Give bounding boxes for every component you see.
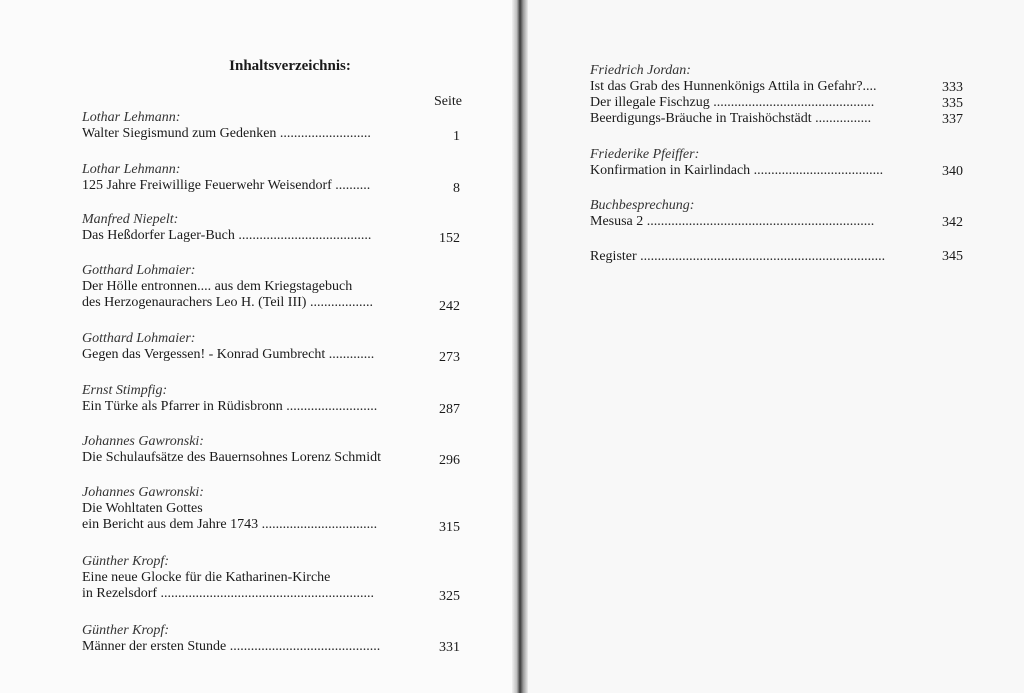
entry-author: Johannes Gawronski: xyxy=(82,434,204,449)
entry-page-number: 333 xyxy=(942,80,963,95)
entry-page-number: 273 xyxy=(439,350,460,365)
entry-title: ein Bericht aus dem Jahre 1743 ................................. xyxy=(82,517,378,532)
entry-title: Konfirmation in Kairlindach ..................................... xyxy=(590,163,884,178)
entry-page-number: 242 xyxy=(439,299,460,314)
toc-entry xyxy=(82,554,374,602)
entry-author: Friederike Pfeiffer: xyxy=(590,147,700,162)
entry-title: Mesusa 2 ................................................................. xyxy=(590,214,875,229)
toc-entry xyxy=(590,198,874,230)
entry-title: Eine neue Glocke für die Katharinen-Kirche xyxy=(82,570,331,585)
entry-author: Buchbesprechung: xyxy=(590,198,695,213)
entry-title: des Herzogenaurachers Leo H. (Teil III) .................. xyxy=(82,295,373,310)
toc-entry xyxy=(590,147,883,179)
toc-entry xyxy=(82,623,380,655)
entry-title: in Rezelsdorf ............................................................. xyxy=(82,586,375,601)
entry-author: Johannes Gawronski: xyxy=(82,485,204,500)
entry-page-number: 152 xyxy=(439,231,460,246)
entry-title: Beerdigungs-Bräuche in Traishöchstädt ................ xyxy=(590,111,872,126)
entry-page-number: 342 xyxy=(942,215,963,230)
book-gutter xyxy=(512,0,528,693)
toc-entry xyxy=(82,331,374,363)
entry-page-number: 296 xyxy=(439,453,460,468)
entry-author: Friedrich Jordan: xyxy=(590,63,691,78)
entry-author: Lothar Lehmann: xyxy=(82,162,181,177)
entry-author: Günther Kropf: xyxy=(82,554,169,569)
toc-entry xyxy=(590,63,877,127)
toc-entry xyxy=(82,212,371,244)
entry-page-number: 325 xyxy=(439,589,460,604)
toc-entry xyxy=(82,485,377,533)
entry-title: Die Wohltaten Gottes xyxy=(82,501,203,516)
page-column-label: Seite xyxy=(434,94,462,109)
entry-title: 125 Jahre Freiwillige Feuerwehr Weisendorf .......... xyxy=(82,178,371,193)
entry-page-number: 287 xyxy=(439,402,460,417)
entry-page-number: 335 xyxy=(942,96,963,111)
toc-entry xyxy=(82,434,381,466)
toc-entry xyxy=(82,263,373,311)
toc-title: Inhaltsverzeichnis: xyxy=(229,58,351,74)
entry-author: Gotthard Lohmaier: xyxy=(82,331,196,346)
toc-entry xyxy=(82,110,371,142)
entry-page-number: 345 xyxy=(942,249,963,264)
entry-page-number: 337 xyxy=(942,112,963,127)
entry-author: Ernst Stimpfig: xyxy=(82,383,168,398)
entry-title: Gegen das Vergessen! - Konrad Gumbrecht ............. xyxy=(82,347,375,362)
entry-page-number: 315 xyxy=(439,520,460,535)
entry-page-number: 1 xyxy=(453,129,460,144)
entry-title: Männer der ersten Stunde ........................................... xyxy=(82,639,381,654)
entry-page-number: 331 xyxy=(439,640,460,655)
entry-author: Lothar Lehmann: xyxy=(82,110,181,125)
entry-page-number: 8 xyxy=(453,181,460,196)
entry-author: Manfred Niepelt: xyxy=(82,212,179,227)
entry-title: Der illegale Fischzug .............................................. xyxy=(590,95,875,110)
entry-title: Walter Siegismund zum Gedenken .......................... xyxy=(82,126,371,141)
entry-title: Das Heßdorfer Lager-Buch ...................................... xyxy=(82,228,372,243)
entry-title: Ein Türke als Pfarrer in Rüdisbronn .......................... xyxy=(82,399,378,414)
toc-entry xyxy=(82,162,370,194)
toc-entry xyxy=(590,249,885,265)
entry-page-number: 340 xyxy=(942,164,963,179)
entry-title: Ist das Grab des Hunnenkönigs Attila in Gefahr?.... xyxy=(590,79,877,94)
entry-author: Gotthard Lohmaier: xyxy=(82,263,196,278)
entry-title: Der Hölle entronnen.... aus dem Kriegstagebuch xyxy=(82,279,353,294)
entry-title: Register ...................................................................... xyxy=(590,249,886,264)
entry-author: Günther Kropf: xyxy=(82,623,169,638)
entry-title: Die Schulaufsätze des Bauernsohnes Lorenz Schmidt xyxy=(82,450,381,465)
toc-entry xyxy=(82,383,377,415)
